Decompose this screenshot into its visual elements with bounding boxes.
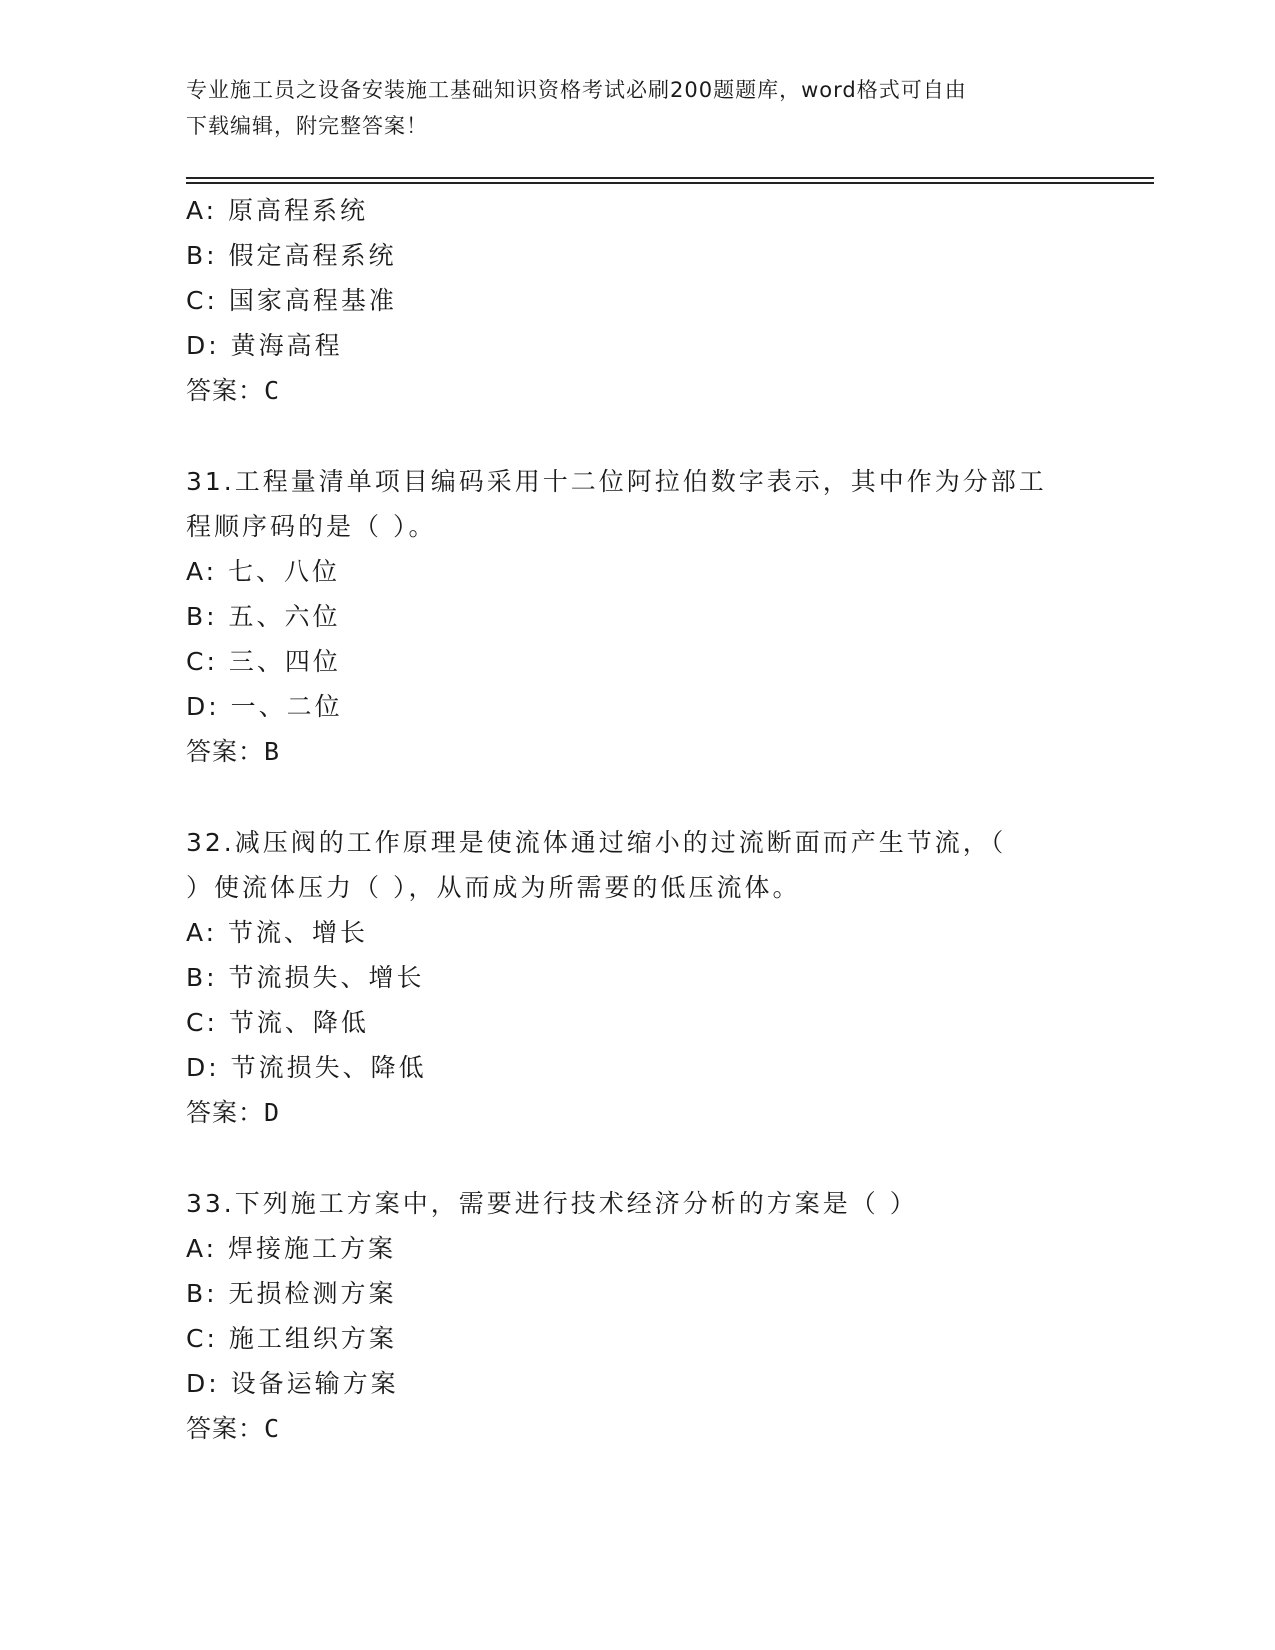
prev-question-block — [186, 188, 1086, 414]
header-line-2: 下载编辑，附完整答案！ — [186, 114, 428, 138]
question-stem — [186, 1181, 1066, 1226]
option-d: D: 一、二位 — [186, 692, 343, 721]
option-c: C: 国家高程基准 — [186, 286, 397, 315]
document-header — [186, 72, 1066, 144]
option-b: B: 节流损失、增长 — [186, 963, 425, 992]
answer-value: B — [264, 737, 281, 766]
question-content — [186, 188, 1086, 1452]
answer-label: 答案： — [186, 1414, 265, 1443]
option-b: B: 五、六位 — [186, 602, 341, 631]
question-33 — [186, 1181, 1086, 1452]
question-stem — [186, 459, 1066, 549]
option-a: A: 七、八位 — [186, 557, 341, 586]
option-a: A: 焊接施工方案 — [186, 1234, 397, 1263]
option-c: C: 施工组织方案 — [186, 1324, 397, 1353]
question-stem-line-1: 31.工程量清单项目编码采用十二位阿拉伯数字表示，其中作为分部工 — [186, 467, 1047, 496]
question-stem-line-2: 程顺序码的是（ ）。 — [186, 512, 437, 541]
option-d: D: 设备运输方案 — [186, 1369, 399, 1398]
question-32 — [186, 820, 1086, 1136]
option-c: C: 三、四位 — [186, 647, 341, 676]
answer-value: D — [264, 1098, 281, 1127]
spacer — [186, 414, 1086, 459]
question-31 — [186, 459, 1086, 775]
answer-label: 答案： — [186, 1098, 265, 1127]
answer-line — [186, 729, 1086, 775]
spacer — [186, 1136, 1086, 1181]
option-c: C: 节流、降低 — [186, 1008, 369, 1037]
option-d: D: 节流损失、降低 — [186, 1053, 427, 1082]
answer-line — [186, 1406, 1086, 1452]
answer-label: 答案： — [186, 376, 265, 405]
option-b: B: 假定高程系统 — [186, 241, 397, 270]
question-stem — [186, 820, 1066, 910]
question-stem-line-1: 33.下列施工方案中，需要进行技术经济分析的方案是（ ） — [186, 1189, 918, 1218]
option-d: D: 黄海高程 — [186, 331, 343, 360]
spacer — [186, 775, 1086, 820]
question-stem-line-2: ）使流体压力（ ），从而成为所需要的低压流体。 — [186, 873, 801, 902]
option-a: A: 节流、增长 — [186, 918, 369, 947]
answer-value: C — [264, 376, 281, 405]
option-a: A: 原高程系统 — [186, 196, 369, 225]
answer-value: C — [264, 1414, 281, 1443]
question-stem-line-1: 32.减压阀的工作原理是使流体通过缩小的过流断面而产生节流，（ — [186, 828, 1007, 857]
header-divider-bottom — [186, 182, 1154, 184]
answer-line — [186, 1090, 1086, 1136]
option-b: B: 无损检测方案 — [186, 1279, 397, 1308]
header-divider-top — [186, 177, 1154, 179]
answer-line — [186, 368, 1086, 414]
answer-label: 答案： — [186, 737, 265, 766]
header-line-1: 专业施工员之设备安装施工基础知识资格考试必刷200题题库，word格式可自由 — [186, 78, 967, 102]
